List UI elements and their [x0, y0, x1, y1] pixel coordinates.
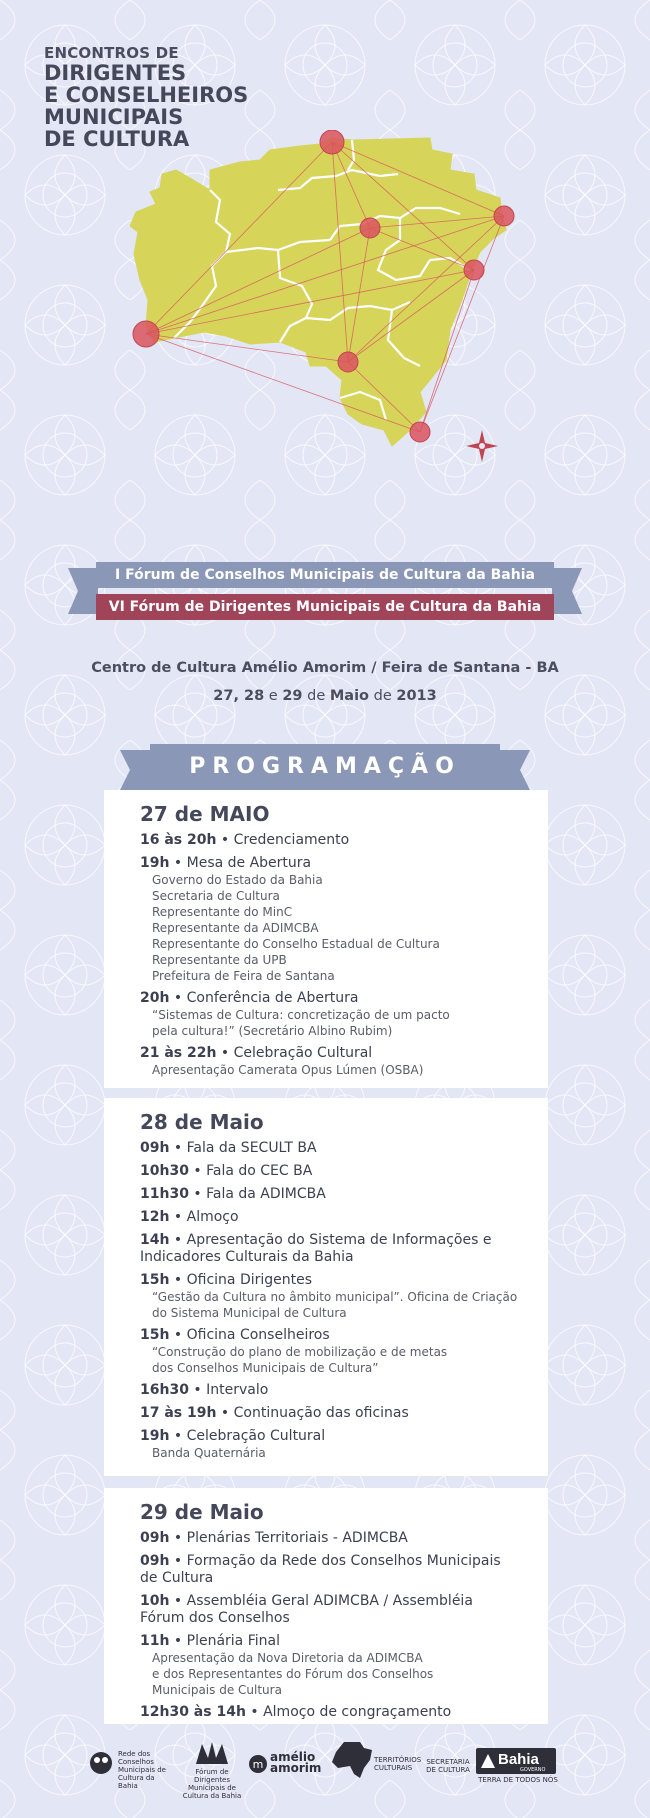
forum-logo-text: Fórum de Dirigentes Municipais de Cultura da Bahia	[182, 1768, 242, 1800]
schedule-detail-line: pela cultura!” (Secretário Albino Rubim)	[152, 1024, 393, 1038]
bullet-separator: •	[173, 990, 183, 1006]
schedule-time: 12h	[140, 1209, 170, 1225]
schedule-detail-line: “Gestão da Cultura no âmbito municipal”. Oficina de Criação	[152, 1290, 518, 1304]
schedule-label: Continuação das oficinas	[233, 1405, 409, 1421]
bullet-separator: •	[220, 1405, 230, 1421]
dates-year: 2013	[396, 688, 437, 704]
schedule-item-head	[140, 1382, 518, 1399]
amelio-word1: amélio	[270, 1750, 316, 1764]
bahia-map	[130, 130, 530, 530]
schedule-time: 10h30	[140, 1163, 189, 1179]
bullet-separator: •	[220, 1045, 230, 1061]
day-card-29	[104, 1488, 548, 1724]
schedule-item-head	[140, 832, 518, 849]
schedule-time: 15h	[140, 1327, 170, 1343]
logo-secretaria	[426, 1740, 470, 1796]
schedule-details	[140, 1650, 518, 1698]
bullet-separator: •	[173, 1553, 183, 1569]
schedule-item	[140, 1163, 518, 1180]
schedule-detail-line: Representante da ADIMCBA	[152, 921, 319, 935]
schedule-time: 20h	[140, 990, 170, 1006]
footer-logos	[0, 1740, 650, 1800]
schedule-time: 09h	[140, 1140, 170, 1156]
bullet-separator: •	[220, 832, 230, 848]
map-node	[320, 130, 344, 154]
dates-month: Maio	[329, 688, 370, 704]
schedule-time: 11h	[140, 1633, 170, 1649]
dates-day3: 29	[282, 688, 303, 704]
amelio-logo-icon	[248, 1754, 268, 1774]
schedule-time: 12h30 às 14h	[140, 1704, 246, 1720]
bullet-separator: •	[193, 1186, 202, 1202]
schedule-time: 15h	[140, 1272, 170, 1288]
schedule-details	[140, 1344, 518, 1376]
forum-banner-conselhos: I Fórum de Conselhos Municipais de Cultura da Bahia	[96, 562, 554, 588]
schedule-item	[140, 1232, 518, 1266]
schedule-item	[140, 1272, 518, 1321]
event-dates	[0, 688, 650, 704]
schedule-item-head	[140, 1232, 518, 1266]
program-title: PROGRAMAÇÃO	[150, 744, 500, 790]
territorios-logo-text: TERRITÓRIOS CULTURAIS	[374, 1756, 422, 1772]
bullet-separator: •	[173, 1140, 183, 1156]
logo-territorios	[330, 1740, 422, 1796]
day-title: 29 de Maio	[140, 1500, 264, 1524]
schedule-details	[140, 1007, 518, 1039]
venue-text: Centro de Cultura Amélio Amorim / Feira de Santana - BA	[91, 660, 559, 676]
schedule-detail-line: Representante do Conselho Estadual de Cultura	[152, 937, 440, 951]
schedule-item-head	[140, 1593, 518, 1627]
schedule-item-head	[140, 1704, 518, 1721]
schedule-label: Almoço	[186, 1209, 239, 1225]
schedule-label: Celebração Cultural	[186, 1428, 326, 1444]
schedule-detail-line: “Construção do plano de mobilização e de metas	[152, 1345, 448, 1359]
schedule-item	[140, 832, 518, 849]
compass-rose-icon	[466, 430, 498, 462]
schedule-label: Conferência de Abertura	[186, 990, 359, 1006]
schedule-item-head	[140, 1272, 518, 1289]
schedule-detail-line: Apresentação Camerata Opus Lúmen (OSBA)	[152, 1063, 424, 1077]
bullet-separator: •	[193, 1163, 202, 1179]
bahia-slogan: TERRA DE TODOS NÓS	[478, 1776, 558, 1784]
schedule-time: 11h30	[140, 1186, 189, 1202]
day-title: 27 de MAIO	[140, 802, 270, 826]
schedule-item	[140, 1704, 518, 1721]
schedule-label: Assembléia Geral ADIMCBA / Assembléia Fórum dos Conselhos	[140, 1593, 473, 1626]
dates-of: de	[307, 688, 326, 704]
header-title-line: E CONSELHEIROS	[44, 83, 249, 107]
schedule-item	[140, 1382, 518, 1399]
prog-ribbon-right	[498, 750, 530, 790]
schedule-time: 19h	[140, 855, 170, 871]
schedule-label: Apresentação do Sistema de Informações e Indicadores Culturais da Bahia	[140, 1232, 492, 1265]
schedule-item-head	[140, 1045, 518, 1062]
bullet-separator: •	[173, 1633, 183, 1649]
bullet-separator: •	[173, 1232, 183, 1248]
bullet-separator: •	[173, 1272, 183, 1288]
territorios-map-icon	[330, 1740, 374, 1780]
bullet-separator: •	[173, 1327, 183, 1343]
schedule-item	[140, 1428, 518, 1461]
schedule-time: 17 às 19h	[140, 1405, 217, 1421]
schedule-details	[140, 1062, 518, 1078]
bullet-separator: •	[173, 1593, 183, 1609]
logo-amelio-amorim	[248, 1740, 322, 1796]
schedule-time: 10h	[140, 1593, 170, 1609]
schedule-item-head	[140, 1428, 518, 1445]
schedule-item-head	[140, 1530, 518, 1547]
logo-bahia-governo	[476, 1740, 560, 1796]
schedule-time: 16 às 20h	[140, 832, 217, 848]
schedule-label: Fala do CEC BA	[206, 1163, 313, 1179]
bahia-badge	[476, 1748, 556, 1774]
rede-logo-icon	[88, 1750, 114, 1776]
schedule-detail-line: Representante da UPB	[152, 953, 287, 967]
schedule-detail-line: Governo do Estado da Bahia	[152, 873, 323, 887]
schedule-label: Plenária Final	[186, 1633, 280, 1649]
schedule-item-head	[140, 855, 518, 872]
forum-banner-dirigentes: VI Fórum de Dirigentes Municipais de Cultura da Bahia	[96, 594, 554, 620]
schedule-item-head	[140, 990, 518, 1007]
schedule-label: Mesa de Abertura	[186, 855, 312, 871]
schedule-label: Oficina Dirigentes	[186, 1272, 313, 1288]
schedule-details	[140, 1289, 518, 1321]
header-title-line: MUNICIPAIS	[44, 105, 184, 129]
schedule-item	[140, 1186, 518, 1203]
header-eyebrow: ENCONTROS DE	[44, 44, 179, 62]
header-title-line: DE CULTURA	[44, 127, 190, 151]
schedule-item	[140, 1140, 518, 1157]
forum-logo-icon	[192, 1740, 232, 1766]
schedule-item-head	[140, 1140, 518, 1157]
schedule-label: Fala da ADIMCBA	[206, 1186, 326, 1202]
schedule-detail-line: e dos Representantes do Fórum dos Conselhos	[152, 1667, 434, 1681]
schedule-label: Credenciamento	[233, 832, 350, 848]
schedule-label: Plenárias Territoriais - ADIMCBA	[186, 1530, 408, 1546]
amelio-word2: amorim	[270, 1761, 322, 1775]
schedule-detail-line: Prefeitura de Feira de Santana	[152, 969, 335, 983]
ribbon-left-end	[68, 568, 98, 614]
map-node	[133, 321, 159, 347]
schedule-item	[140, 1209, 518, 1226]
header-title-line: DIRIGENTES	[44, 61, 187, 85]
schedule-item	[140, 1553, 518, 1587]
schedule-detail-line: dos Conselhos Municipais de Cultura”	[152, 1361, 379, 1375]
schedule-item	[140, 1530, 518, 1547]
schedule-time: 14h	[140, 1232, 170, 1248]
day-card-27	[104, 790, 548, 1088]
schedule-detail-line: Representante do MinC	[152, 905, 293, 919]
schedule-detail-line: Secretaria de Cultura	[152, 889, 280, 903]
schedule-detail-line: Municipais de Cultura	[152, 1683, 282, 1697]
schedule-item-head	[140, 1163, 518, 1180]
schedule-label: Intervalo	[206, 1382, 269, 1398]
dates-and: e	[268, 688, 278, 704]
schedule-item	[140, 1633, 518, 1698]
bahia-word: Bahia	[498, 1751, 539, 1768]
schedule-item-head	[140, 1633, 518, 1650]
bullet-separator: •	[173, 855, 183, 871]
schedule-details	[140, 872, 518, 984]
schedule-detail-line: Banda Quaternária	[152, 1446, 266, 1460]
map-node	[410, 422, 430, 442]
schedule-item	[140, 1327, 518, 1376]
schedule-item-head	[140, 1553, 518, 1587]
schedule-label: Formação da Rede dos Conselhos Municipais de Cultura	[140, 1553, 501, 1586]
schedule-item-head	[140, 1327, 518, 1344]
svg-text:m: m	[252, 1758, 264, 1771]
rede-logo-text: Rede dos Conselhos Municipais de Cultura da Bahia	[118, 1750, 166, 1790]
map-node	[360, 218, 380, 238]
schedule-time: 21 às 22h	[140, 1045, 217, 1061]
map-node	[338, 352, 358, 372]
logo-forum-dirigentes	[182, 1740, 242, 1800]
schedule-time: 09h	[140, 1530, 170, 1546]
logo-rede-conselhos	[88, 1740, 172, 1796]
ribbon-right-end	[552, 568, 582, 614]
dates-of2: de	[373, 688, 392, 704]
schedule-label: Celebração Cultural	[233, 1045, 373, 1061]
day-card-28	[104, 1098, 548, 1476]
schedule-item	[140, 1593, 518, 1627]
schedule-time: 16h30	[140, 1382, 189, 1398]
schedule-detail-line: Apresentação da Nova Diretoria da ADIMCBA	[152, 1651, 423, 1665]
schedule-item	[140, 990, 518, 1039]
schedule-time: 09h	[140, 1553, 170, 1569]
schedule-detail-line: do Sistema Municipal de Cultura	[152, 1306, 347, 1320]
schedule-item-head	[140, 1209, 518, 1226]
schedule-details	[140, 1445, 518, 1461]
schedule-time: 19h	[140, 1428, 170, 1444]
secretaria-logo-text: SECRETARIA DE CULTURA	[426, 1758, 470, 1774]
day-title: 28 de Maio	[140, 1110, 264, 1134]
amelio-logo-text	[270, 1752, 321, 1774]
bullet-separator: •	[173, 1530, 183, 1546]
schedule-label: Almoço de congraçamento	[263, 1704, 452, 1720]
schedule-detail-line: “Sistemas de Cultura: concretização de um pacto	[152, 1008, 450, 1022]
prog-ribbon-left	[120, 750, 152, 790]
schedule-label: Oficina Conselheiros	[186, 1327, 330, 1343]
schedule-item-head	[140, 1186, 518, 1203]
bullet-separator: •	[173, 1428, 183, 1444]
schedule-item	[140, 855, 518, 984]
bahia-triangle-icon	[480, 1753, 496, 1769]
schedule-item	[140, 1405, 518, 1422]
map-node	[464, 260, 484, 280]
map-node	[494, 206, 514, 226]
schedule-item	[140, 1045, 518, 1078]
bullet-separator: •	[173, 1209, 183, 1225]
bahia-governo-word: GOVERNO	[520, 1767, 546, 1773]
schedule-item-head	[140, 1405, 518, 1422]
bullet-separator: •	[250, 1704, 259, 1720]
dates-days: 27, 28	[213, 688, 265, 704]
bullet-separator: •	[193, 1382, 202, 1398]
schedule-label: Fala da SECULT BA	[186, 1140, 317, 1156]
